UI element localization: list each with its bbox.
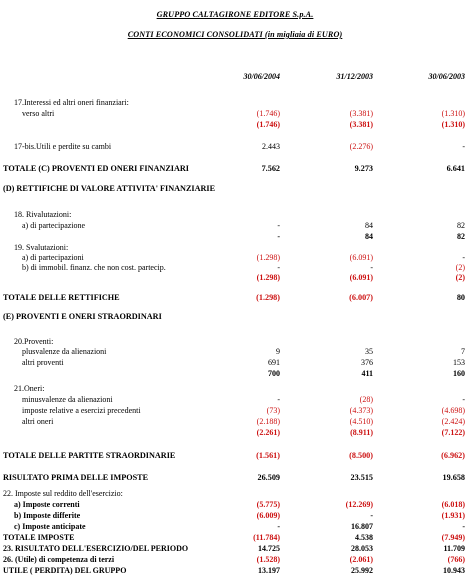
- subtotal-row: [0, 231, 470, 242]
- row-value-col1: -: [277, 522, 280, 531]
- row-label: TOTALE DELLE RETTIFICHE: [3, 293, 120, 302]
- row-value-col3: (2.424): [441, 417, 465, 426]
- row-label: 26. (Utile) di competenza di terzi: [3, 555, 115, 564]
- row-value-col3: 82: [457, 221, 465, 230]
- row-value-col3: 11.709: [443, 544, 465, 553]
- row-label: c) Imposte anticipate: [14, 522, 86, 531]
- row-value-col2: (8.500): [349, 451, 373, 460]
- column-header-30-06-2004: 30/06/2004: [243, 72, 280, 81]
- row-label: altri oneri: [22, 417, 54, 426]
- row-label: 22. Imposte sul reddito dell'esercizio:: [3, 489, 123, 498]
- row-label: 17.Interessi ed altri oneri finanziari:: [14, 98, 129, 107]
- row-value-col3: (7.122): [441, 428, 465, 437]
- row-value-col1: (1.561): [256, 451, 280, 460]
- statement-row: [0, 357, 470, 368]
- row-value-col2: (2.061): [349, 555, 373, 564]
- row-label: TOTALE DELLE PARTITE STRAORDINARIE: [3, 451, 176, 460]
- row-value-col3: -: [462, 522, 465, 531]
- row-label: UTILE ( PERDITA) DEL GRUPPO: [3, 566, 127, 575]
- row-label: TOTALE (C) PROVENTI ED ONERI FINANZIARI: [3, 164, 189, 173]
- row-value-col3: -: [462, 142, 465, 151]
- row-label: a) di partecipazioni: [22, 253, 84, 262]
- row-value-col3: (6.962): [441, 451, 465, 460]
- row-value-col1: (11.784): [253, 533, 280, 542]
- row-value-col2: -: [370, 511, 373, 520]
- row-value-col3: 6.641: [446, 164, 465, 173]
- row-value-col1: (1.298): [256, 253, 280, 262]
- row-value-col2: (6.091): [349, 253, 373, 262]
- row-value-col3: 7: [461, 347, 465, 356]
- row-label: 20.Proventi:: [14, 337, 54, 346]
- statement-row: [0, 394, 470, 405]
- row-value-col2: (4.373): [349, 406, 373, 415]
- statement-row: [0, 532, 470, 543]
- row-label: a) Imposte correnti: [14, 500, 80, 509]
- row-value-col2: 35: [365, 347, 373, 356]
- statement-row: [0, 108, 470, 119]
- statement-title: CONTI ECONOMICI CONSOLIDATI (in migliaia di EURO): [127, 30, 343, 39]
- row-label: b) Imposte differite: [14, 511, 81, 520]
- row-value-col1: 7.562: [261, 164, 280, 173]
- statement-row: [0, 292, 470, 303]
- row-label: plusvalenze da alienazioni: [22, 347, 107, 356]
- row-value-col1: (1.746): [256, 109, 280, 118]
- statement-row: [0, 543, 470, 554]
- row-value-col2: 28.053: [351, 544, 373, 553]
- row-value-col2: 16.807: [351, 522, 373, 531]
- row-value-col1: 26.509: [257, 473, 280, 482]
- subtotal-row: [0, 368, 470, 379]
- statement-row: [0, 346, 470, 357]
- statement-row: [0, 141, 470, 152]
- company-title: GRUPPO CALTAGIRONE EDITORE S.p.A.: [156, 10, 314, 19]
- row-value-col2: (6.007): [349, 293, 373, 302]
- statement-row: [0, 554, 470, 565]
- row-value-col2: (2.276): [349, 142, 373, 151]
- statement-row: [0, 97, 470, 108]
- row-value-col1: -: [277, 221, 280, 230]
- row-value-col2: 84: [365, 221, 373, 230]
- subtotal-row: [0, 427, 470, 438]
- row-value-col1: 13.197: [258, 566, 280, 575]
- row-label: 17-bis.Utili e perdite su cambi: [14, 142, 112, 151]
- statement-row: [0, 311, 470, 322]
- subtotal-row: [0, 119, 470, 130]
- row-value-col3: 160: [453, 369, 465, 378]
- row-value-col2: 84: [365, 232, 373, 241]
- statement-row: [0, 416, 470, 427]
- row-value-col3: (7.949): [441, 533, 465, 542]
- row-value-col2: 25.992: [351, 566, 373, 575]
- row-value-col1: (1.298): [256, 293, 280, 302]
- statement-row: [0, 163, 470, 174]
- row-label: 21.Oneri:: [14, 384, 45, 393]
- row-value-col2: 411: [361, 369, 373, 378]
- row-value-col1: (73): [266, 406, 280, 415]
- row-label: a) di partecipazione: [22, 221, 86, 230]
- row-value-col1: 691: [268, 358, 280, 367]
- row-label: (D) RETTIFICHE DI VALORE ATTIVITA' FINANZIARIE: [3, 184, 216, 193]
- row-value-col2: (12.269): [345, 500, 373, 509]
- row-value-col2: 376: [361, 358, 373, 367]
- row-value-col1: (1.528): [256, 555, 280, 564]
- row-value-col3: (1.931): [441, 511, 465, 520]
- statement-row: [0, 565, 470, 576]
- row-value-col2: -: [370, 263, 373, 272]
- row-value-col3: (1.310): [441, 120, 465, 129]
- row-value-col1: (6.009): [256, 511, 280, 520]
- row-label: minusvalenze da alienazioni: [22, 395, 113, 404]
- statement-row: [0, 383, 470, 394]
- row-value-col1: 2.443: [262, 142, 280, 151]
- row-value-col1: (2.188): [256, 417, 280, 426]
- row-value-col3: 82: [457, 232, 465, 241]
- row-value-col1: 9: [276, 347, 280, 356]
- row-value-col2: (6.091): [349, 273, 373, 282]
- row-value-col1: -: [277, 232, 280, 241]
- row-value-col2: (3.381): [349, 120, 373, 129]
- row-value-col2: 9.273: [354, 164, 373, 173]
- row-value-col1: -: [277, 395, 280, 404]
- column-header-30-06-2003: 30/06/2003: [428, 72, 465, 81]
- statement-row: [0, 209, 470, 220]
- row-value-col3: (2): [455, 263, 465, 272]
- row-value-col1: 14.725: [258, 544, 280, 553]
- row-label: altri proventi: [22, 358, 64, 367]
- row-value-col3: 19.658: [442, 473, 465, 482]
- row-value-col2: (8.911): [350, 428, 373, 437]
- row-value-col3: 80: [456, 293, 465, 302]
- statement-row: [0, 220, 470, 231]
- statement-row: [0, 488, 470, 499]
- row-value-col2: (28): [359, 395, 373, 404]
- column-header-31-12-2003: 31/12/2003: [336, 72, 373, 81]
- row-label: b) di immobil. finanz. che non cost. partecip.: [22, 263, 166, 272]
- row-value-col3: -: [462, 395, 465, 404]
- statement-row: [0, 405, 470, 416]
- row-value-col1: 700: [268, 369, 280, 378]
- statement-row: [0, 450, 470, 461]
- row-value-col1: (2.261): [256, 428, 280, 437]
- row-value-col2: 4.538: [355, 533, 373, 542]
- row-label: 23. RISULTATO DELL'ESERCIZIO/DEL PERIODO: [3, 544, 189, 553]
- row-value-col3: -: [462, 253, 465, 262]
- row-value-col3: 10.943: [443, 566, 465, 575]
- row-value-col3: 153: [453, 358, 465, 367]
- row-value-col2: (3.381): [349, 109, 373, 118]
- row-label: 18. Rivalutazioni:: [14, 210, 72, 219]
- row-value-col1: -: [277, 263, 280, 272]
- row-value-col2: 23.515: [350, 473, 373, 482]
- row-value-col2: (4.510): [349, 417, 373, 426]
- statement-row: [0, 499, 470, 510]
- row-value-col3: (2): [455, 273, 465, 282]
- row-value-col1: (5.775): [256, 500, 280, 509]
- row-value-col1: (1.298): [256, 273, 280, 282]
- row-value-col1: (1.746): [256, 120, 280, 129]
- statement-row: [0, 472, 470, 483]
- row-value-col3: (1.310): [441, 109, 465, 118]
- row-label: (E) PROVENTI E ONERI STRAORDINARI: [3, 312, 162, 321]
- row-label: RISULTATO PRIMA DELLE IMPOSTE: [3, 473, 149, 482]
- row-label: verso altri: [22, 109, 55, 118]
- row-value-col3: (6.018): [441, 500, 465, 509]
- statement-row: [0, 521, 470, 532]
- row-label: 19. Svalutazioni:: [14, 243, 69, 252]
- row-label: imposte relative a esercizi precedenti: [22, 406, 141, 415]
- row-label: TOTALE IMPOSTE: [3, 533, 75, 542]
- row-value-col3: (766): [447, 555, 465, 564]
- statement-row: [0, 183, 470, 194]
- statement-row: [0, 510, 470, 521]
- subtotal-row: [0, 272, 470, 283]
- row-value-col3: (4.698): [441, 406, 465, 415]
